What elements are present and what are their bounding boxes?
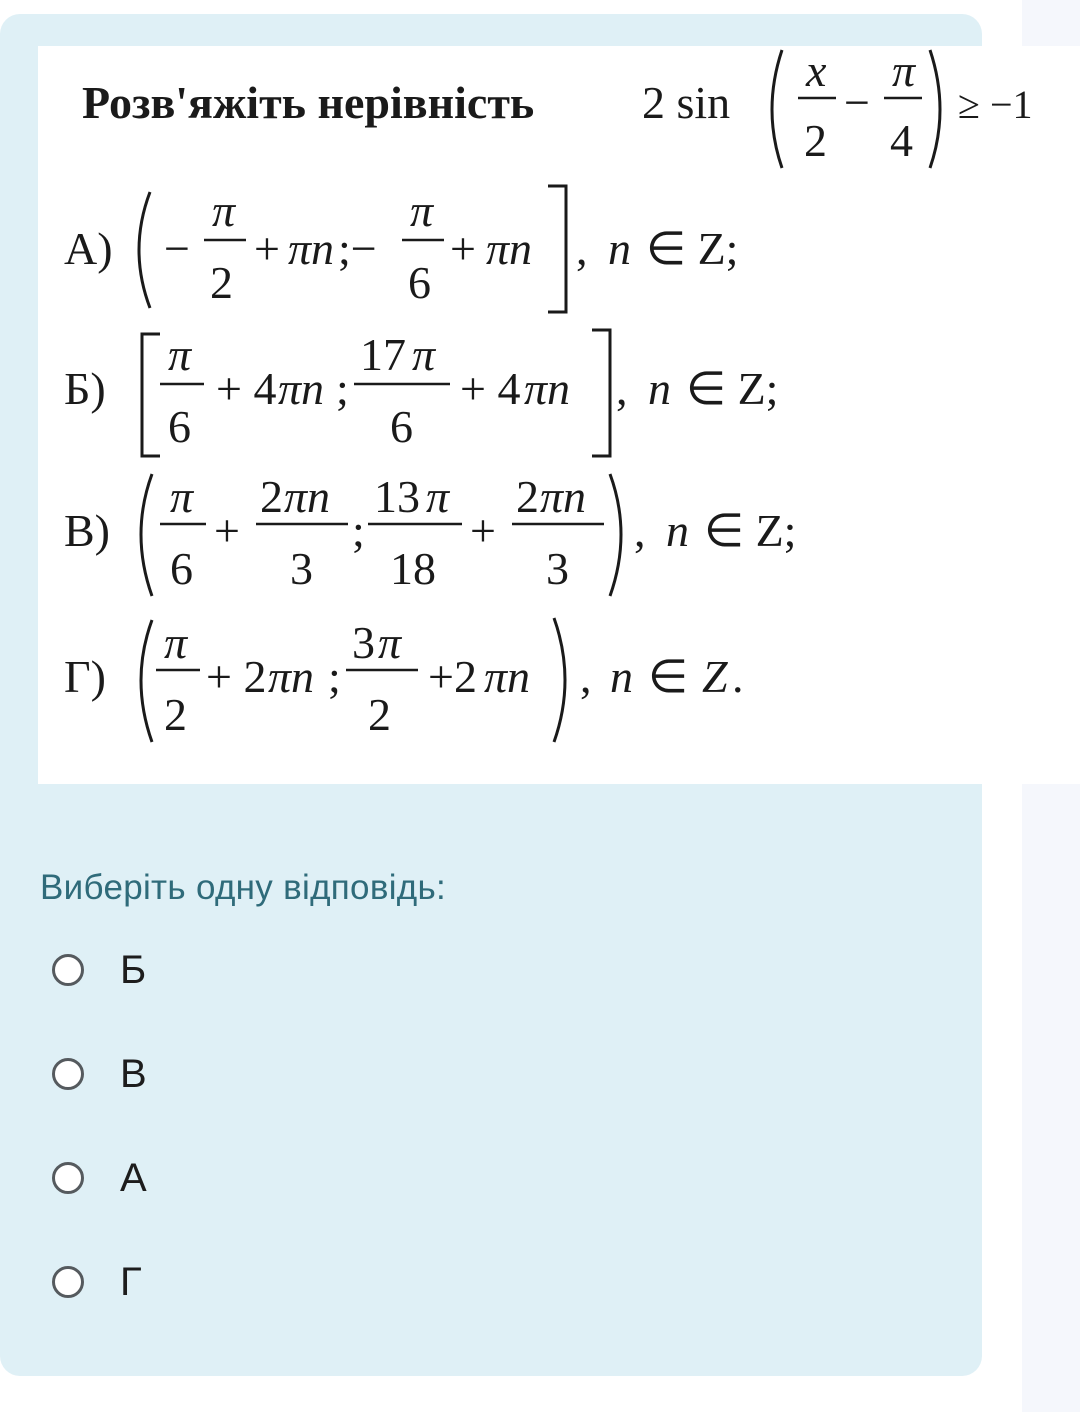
svg-text:x: x [806, 46, 827, 96]
choice-b [64, 329, 778, 456]
svg-text:∈ Z;: ∈ Z; [646, 223, 739, 274]
svg-text:≥ −1: ≥ −1 [958, 82, 1033, 127]
svg-text:;: ; [352, 505, 365, 556]
svg-text:13: 13 [374, 471, 420, 522]
svg-text:6: 6 [408, 257, 431, 308]
option-label: Б [120, 947, 147, 992]
svg-text:.: . [732, 651, 744, 702]
svg-text:n: n [648, 363, 671, 414]
svg-text:2: 2 [164, 689, 187, 740]
svg-text:πn: πn [284, 471, 331, 522]
svg-text:πn: πn [486, 223, 533, 274]
option-g[interactable] [52, 1252, 352, 1312]
choice-v [64, 471, 796, 596]
svg-text:+: + [470, 505, 496, 556]
svg-text:π: π [892, 46, 916, 96]
radio-button[interactable] [52, 1058, 84, 1090]
radio-button[interactable] [52, 1266, 84, 1298]
svg-text:π: π [168, 329, 192, 380]
svg-text:+2: +2 [428, 651, 477, 702]
svg-text:Z: Z [702, 651, 728, 702]
svg-text:6: 6 [168, 401, 191, 452]
option-label: В [120, 1051, 147, 1096]
svg-text:4: 4 [890, 115, 913, 166]
choice-g [64, 617, 744, 742]
svg-text:;: ; [328, 651, 341, 702]
svg-text:−: − [844, 77, 870, 128]
svg-text:6: 6 [390, 401, 413, 452]
question-image [38, 46, 1080, 784]
choice-a [64, 185, 738, 312]
svg-text:2: 2 [516, 471, 539, 522]
svg-text:n: n [608, 223, 631, 274]
svg-text:Г): Г) [64, 651, 106, 702]
svg-text:17: 17 [360, 329, 406, 380]
svg-text:π: π [410, 185, 434, 236]
svg-text:6: 6 [170, 543, 193, 594]
option-a[interactable] [52, 1148, 352, 1208]
svg-text:π: π [426, 471, 450, 522]
svg-text:+: + [450, 223, 476, 274]
option-label: А [120, 1155, 147, 1200]
svg-text:πn: πn [484, 651, 531, 702]
option-label: Г [120, 1259, 142, 1304]
svg-text:πn: πn [540, 471, 587, 522]
svg-text:;: ; [336, 363, 349, 414]
question-inequality [642, 46, 1033, 168]
svg-text:,: , [616, 363, 628, 414]
svg-text:3: 3 [290, 543, 313, 594]
svg-text:πn: πn [288, 223, 335, 274]
svg-text:2: 2 [260, 471, 283, 522]
radio-button[interactable] [52, 954, 84, 986]
svg-text:n: n [666, 505, 689, 556]
svg-text:3: 3 [546, 543, 569, 594]
svg-text:∈: ∈ [648, 651, 689, 702]
question-text: Розв'яжіть нерівність [82, 77, 535, 128]
svg-text:πn: πn [268, 651, 315, 702]
svg-text:18: 18 [390, 543, 436, 594]
svg-text:+: + [214, 505, 240, 556]
svg-text:3: 3 [352, 617, 375, 668]
svg-text:n: n [610, 651, 633, 702]
svg-text:+ 4: + 4 [460, 363, 521, 414]
svg-text:+: + [254, 223, 280, 274]
svg-text:;−: ;− [338, 223, 377, 274]
svg-text:πn: πn [524, 363, 571, 414]
svg-text:−: − [164, 223, 190, 274]
option-v[interactable] [52, 1044, 352, 1104]
svg-text:π: π [412, 329, 436, 380]
svg-text:+ 4: + 4 [216, 363, 277, 414]
svg-text:,: , [580, 651, 592, 702]
svg-text:Б): Б) [64, 363, 106, 414]
radio-button[interactable] [52, 1162, 84, 1194]
svg-text:π: π [212, 185, 236, 236]
svg-text:2 sin: 2 sin [642, 77, 731, 128]
svg-text:π: π [170, 471, 194, 522]
svg-text:π: π [164, 617, 188, 668]
svg-text:πn: πn [278, 363, 325, 414]
svg-text:∈ Z;: ∈ Z; [704, 505, 797, 556]
svg-text:2: 2 [368, 689, 391, 740]
option-b[interactable] [52, 940, 352, 1000]
svg-text:,: , [634, 505, 646, 556]
svg-text:+ 2: + 2 [206, 651, 267, 702]
svg-text:2: 2 [210, 257, 233, 308]
svg-text:2: 2 [804, 115, 827, 166]
svg-text:∈ Z;: ∈ Z; [686, 363, 779, 414]
svg-text:,: , [576, 223, 588, 274]
svg-text:В): В) [64, 505, 110, 556]
svg-text:π: π [378, 617, 402, 668]
prompt-text: Виберіть одну відповідь: [40, 868, 447, 907]
svg-text:А): А) [64, 223, 113, 274]
